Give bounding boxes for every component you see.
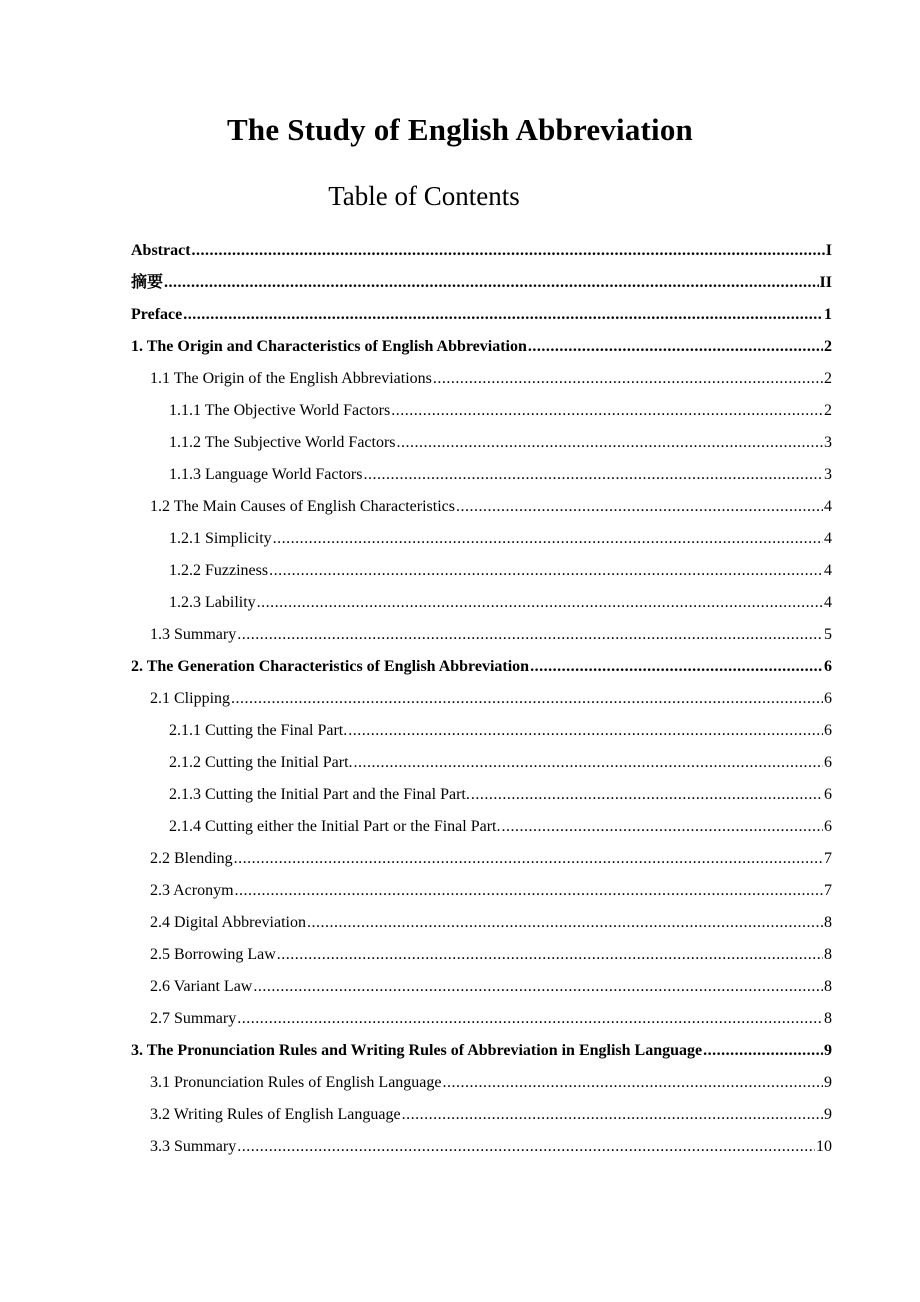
- toc-entry[interactable]: [131, 427, 832, 459]
- dot-leader: [257, 587, 823, 619]
- toc-entry-label: 2.1.4 Cutting either the Initial Part or the Final Part.: [169, 818, 501, 835]
- toc-entry-label: 摘要: [131, 274, 164, 291]
- toc-entry-page: 9: [824, 1074, 832, 1091]
- toc-entry-page: 10: [816, 1138, 832, 1155]
- toc-entry-page: 9: [824, 1042, 832, 1059]
- toc-entry[interactable]: [131, 1067, 832, 1099]
- toc-entry-label: 2.2 Blending: [150, 850, 233, 867]
- toc-entry[interactable]: [131, 331, 832, 363]
- toc-entry-label: 1.2.2 Fuzziness: [169, 562, 269, 579]
- toc-entry-label: 2.4 Digital Abbreviation: [150, 914, 306, 931]
- toc-entry-page: 5: [824, 626, 832, 643]
- toc-entry-label: 3.1 Pronunciation Rules of English Language: [150, 1074, 442, 1091]
- toc-entry[interactable]: [131, 267, 832, 299]
- toc-entry-label: 1.1.2 The Subjective World Factors: [169, 434, 396, 451]
- toc-entry-label: 1.1 The Origin of the English Abbreviations: [150, 370, 432, 387]
- toc-entry[interactable]: [131, 619, 832, 651]
- toc-entry-page: 8: [824, 978, 832, 995]
- toc-entry-page: 4: [824, 562, 832, 579]
- dot-leader: [530, 651, 823, 683]
- dot-leader: [277, 939, 823, 971]
- toc-entry-label: 1.2.1 Simplicity: [169, 530, 272, 547]
- toc-entry-page: 4: [824, 594, 832, 611]
- toc-entry-label: 1.2.3 Lability: [169, 594, 256, 611]
- dot-leader: [354, 747, 823, 779]
- dot-leader: [433, 363, 823, 395]
- dot-leader: [183, 299, 823, 331]
- toc-entry[interactable]: [131, 1035, 832, 1067]
- toc-entry-label: 3.2 Writing Rules of English Language: [150, 1106, 401, 1123]
- toc-entry-page: 2: [824, 370, 832, 387]
- dot-leader: [231, 683, 823, 715]
- dot-leader: [273, 523, 823, 555]
- toc-entry[interactable]: [131, 1099, 832, 1131]
- toc-entry-label: 3. The Pronunciation Rules and Writing Rules of Abbreviation in English Language: [131, 1042, 703, 1059]
- toc-entry[interactable]: [131, 811, 832, 843]
- toc-entry[interactable]: [131, 587, 832, 619]
- dot-leader: [443, 1067, 823, 1099]
- toc-entry[interactable]: [131, 395, 832, 427]
- dot-leader: [502, 811, 824, 843]
- toc-entry[interactable]: [131, 779, 832, 811]
- toc-entry-page: 9: [824, 1106, 832, 1123]
- toc-entry[interactable]: [131, 843, 832, 875]
- toc-entry-page: 6: [824, 786, 832, 803]
- dot-leader: [307, 907, 823, 939]
- toc-entry-page: 4: [824, 498, 832, 515]
- dot-leader: [253, 971, 823, 1003]
- dot-leader: [237, 1003, 823, 1035]
- dot-leader: [391, 395, 823, 427]
- dot-leader: [237, 1131, 815, 1163]
- dot-leader: [402, 1099, 823, 1131]
- toc-entry[interactable]: [131, 747, 832, 779]
- toc-entry-page: 3: [824, 434, 832, 451]
- toc-entry-label: 2.5 Borrowing Law: [150, 946, 276, 963]
- toc-entry-label: 2.1.2 Cutting the Initial Part.: [169, 754, 353, 771]
- toc-entry-label: 1.2 The Main Causes of English Characteristics: [150, 498, 455, 515]
- toc-entry-page: 7: [824, 850, 832, 867]
- toc-entry-label: 1.1.3 Language World Factors: [169, 466, 363, 483]
- toc-entry-label: Abstract: [131, 242, 191, 259]
- toc-entry-label: 2.3 Acronym: [150, 882, 234, 899]
- toc-entry-label: 2.1 Clipping: [150, 690, 231, 707]
- toc-entry[interactable]: [131, 939, 832, 971]
- toc-entry-page: 8: [824, 1010, 832, 1027]
- dot-leader: [397, 427, 823, 459]
- toc-entry-label: 2.6 Variant Law: [150, 978, 253, 995]
- table-of-contents: [131, 235, 832, 1163]
- toc-entry-page: 6: [824, 818, 832, 835]
- toc-entry-label: 2. The Generation Characteristics of English Abbreviation: [131, 658, 530, 675]
- dot-leader: [456, 491, 823, 523]
- dot-leader: [235, 875, 823, 907]
- dot-leader: [234, 843, 823, 875]
- dot-leader: [363, 459, 823, 491]
- toc-entry[interactable]: [131, 683, 832, 715]
- toc-entry[interactable]: [131, 907, 832, 939]
- toc-entry-page: 2: [824, 338, 832, 355]
- toc-heading: Table of Contents: [328, 181, 520, 211]
- toc-entry[interactable]: [131, 971, 832, 1003]
- dot-leader: [471, 779, 823, 811]
- toc-entry-label: Preface: [131, 306, 183, 323]
- toc-entry-page: 8: [824, 946, 832, 963]
- document-title: The Study of English Abbreviation: [227, 112, 693, 147]
- dot-leader: [164, 267, 819, 299]
- toc-entry-page: 2: [824, 402, 832, 419]
- toc-entry[interactable]: [131, 1003, 832, 1035]
- dot-leader: [269, 555, 823, 587]
- toc-entry[interactable]: [131, 1131, 832, 1163]
- toc-entry-label: 2.1.1 Cutting the Final Part.: [169, 722, 348, 739]
- toc-entry-label: 3.3 Summary: [150, 1138, 237, 1155]
- dot-leader: [703, 1035, 823, 1067]
- toc-entry[interactable]: [131, 875, 832, 907]
- toc-entry[interactable]: [131, 715, 832, 747]
- toc-entry-page: 6: [824, 658, 832, 675]
- toc-entry[interactable]: [131, 235, 832, 267]
- toc-entry-page: 7: [824, 882, 832, 899]
- toc-entry[interactable]: [131, 491, 832, 523]
- dot-leader: [192, 235, 825, 267]
- toc-entry-page: II: [819, 274, 832, 291]
- toc-entry[interactable]: [131, 555, 832, 587]
- toc-entry[interactable]: [131, 459, 832, 491]
- dot-leader: [528, 331, 823, 363]
- toc-entry-page: 6: [824, 722, 832, 739]
- toc-entry-page: 6: [824, 754, 832, 771]
- toc-entry-label: 2.1.3 Cutting the Initial Part and the Final Part.: [169, 786, 470, 803]
- toc-entry-page: 4: [824, 530, 832, 547]
- toc-entry-page: I: [825, 242, 832, 259]
- toc-entry-label: 1.1.1 The Objective World Factors: [169, 402, 391, 419]
- toc-entry[interactable]: [131, 523, 832, 555]
- toc-entry[interactable]: [131, 363, 832, 395]
- toc-entry-label: 2.7 Summary: [150, 1010, 237, 1027]
- dot-leader: [348, 715, 823, 747]
- toc-entry-page: 3: [824, 466, 832, 483]
- toc-entry-page: 8: [824, 914, 832, 931]
- toc-entry[interactable]: [131, 299, 832, 331]
- dot-leader: [237, 619, 823, 651]
- toc-entry[interactable]: [131, 651, 832, 683]
- toc-entry-label: 1. The Origin and Characteristics of English Abbreviation: [131, 338, 527, 355]
- toc-entry-page: 6: [824, 690, 832, 707]
- toc-entry-page: 1: [824, 306, 832, 323]
- toc-entry-label: 1.3 Summary: [150, 626, 237, 643]
